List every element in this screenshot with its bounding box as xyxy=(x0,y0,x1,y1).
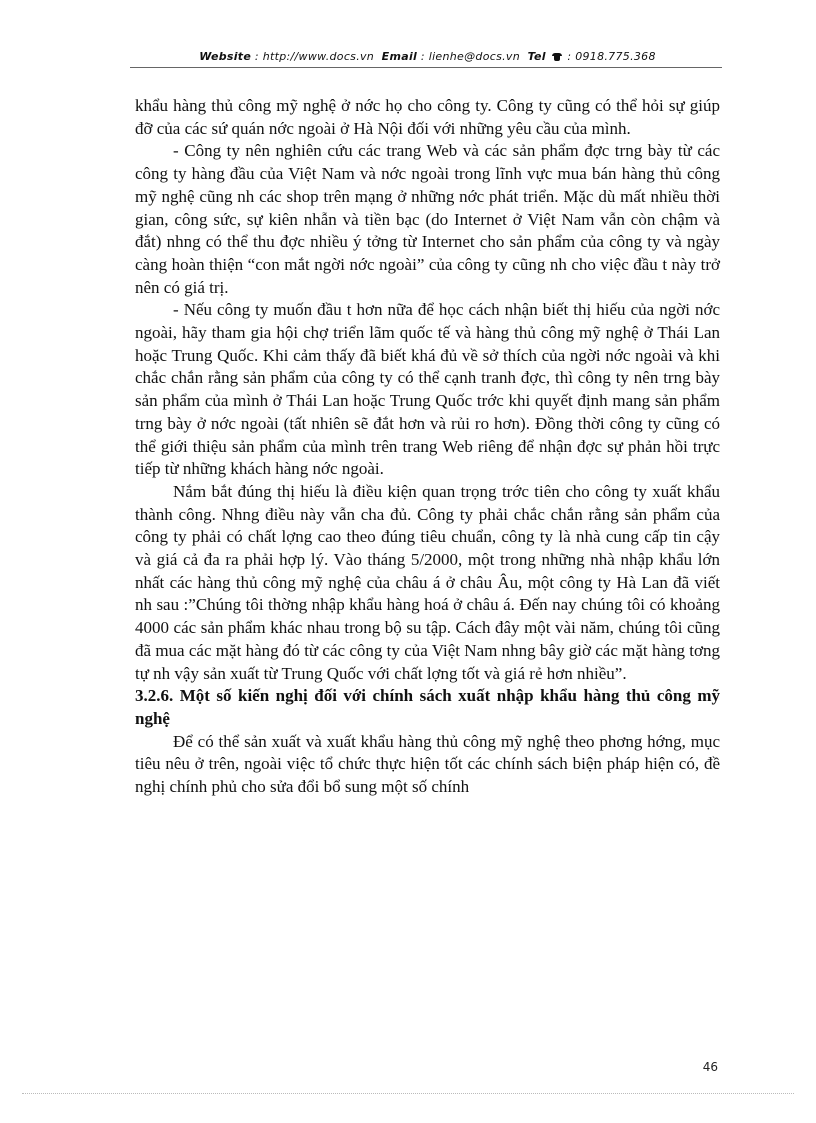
paragraph-3: - Nếu công ty muốn đầu t hơn nữa để học cách nhận biết thị hiếu của ngời nớc ngoài, hãy tham gia hội chợ triển lãm quốc tế và hàng thủ công mỹ nghệ ở Thái Lan hoặc Trung Quốc. Khi cảm thấy đã biết khá đủ về sở thích của ngời nớc ngoài và khi chắc chắn rằng sản phẩm của công ty có thể cạnh tranh đợc, thì công ty nên trng bày sản phẩm của mình ở Thái Lan hoặc Trung Quốc trớc khi quyết định mang sản phẩm trng bày ở nớc ngoài (tất nhiên sẽ đắt hơn và rủi ro hơn). Đồng thời công ty cũng có thể giới thiệu sản phẩm của mình trên trang Web riêng để nhận đợc sự phản hồi trực tiếp từ những khách hàng nớc ngoài. xyxy=(135,300,720,479)
phone-icon xyxy=(552,53,562,61)
email-value: : lienhe@docs.vn xyxy=(420,50,520,63)
page-number: 46 xyxy=(702,1060,718,1074)
website-value: : http://www.docs.vn xyxy=(254,50,375,63)
email-label: Email xyxy=(381,50,418,63)
closing-paragraph: Để có thể sản xuất và xuất khẩu hàng thủ công mỹ nghệ theo phơng hớng, mục tiêu nêu ở trên, ngoài việc tổ chức thực hiện tốt các chính sách biện pháp hiện có, đề nghị chính phủ cho sửa đổi bổ sung một số chính xyxy=(135,731,720,797)
footer-divider xyxy=(22,1093,794,1094)
section-heading: 3.2.6. Một số kiến nghị đối với chính sách xuất nhập khẩu hàng thủ công mỹ nghệ xyxy=(135,686,720,728)
page-header xyxy=(135,50,720,63)
website-label: Website xyxy=(199,50,252,63)
paragraph-4: Nắm bắt đúng thị hiếu là điều kiện quan trọng trớc tiên cho công ty xuất khẩu thành công. Nhng điều này vẫn cha đủ. Công ty phải chắc chắn rằng sản phẩm của công ty phải có chất lợng cao theo đúng tiêu chuẩn, công ty là nhà cung cấp tin cậy và giá cả đa ra phải hợp lý. Vào tháng 5/2000, một trong những nhà nhập khẩu lớn nhất các hàng thủ công mỹ nghệ của châu á ở châu Âu, một công ty Hà Lan đã viết nh sau :”Chúng tôi thờng nhập khẩu hàng hoá ở châu á. Đến nay chúng tôi có khoảng 4000 các sản phẩm khác nhau trong bộ su tập. Cách đây một vài năm, chúng tôi cũng đã mua các mặt hàng đó từ các công ty của Việt Nam nhng bây giờ các mặt hàng tơng tự nh vậy sản xuất từ Trung Quốc với chất lợng tốt và giá rẻ hơn nhiều”. xyxy=(135,481,720,683)
paragraph-1: khẩu hàng thủ công mỹ nghệ ở nớc họ cho công ty. Công ty cũng có thể hỏi sự giúp đỡ của các sứ quán nớc ngoài ở Hà Nội đối với những yêu cầu của mình. xyxy=(135,96,720,138)
tel-label: Tel xyxy=(527,50,546,63)
document-body xyxy=(135,95,720,799)
paragraph-2: - Công ty nên nghiên cứu các trang Web và các sản phẩm đợc trng bày từ các công ty hàng đầu của Việt Nam và nớc ngoài trong lĩnh vực mua bán hàng thủ công mỹ nghệ cũng nh các shop trên mạng ở những nớc phát triển. Mặc dù mất nhiều thời gian, công sức, sự kiên nhẫn và tiền bạc (do Internet ở Việt Nam vẫn còn chậm và đắt) nhng có thể thu đợc nhiều ý tởng từ Internet cho sản phẩm của công ty và ngày càng hoàn thiện “con mắt ngời nớc ngoài” của công ty cũng nh cho việc đầu t này trở nên có giá trị. xyxy=(135,141,720,297)
tel-value: : 0918.775.368 xyxy=(567,50,656,63)
header-divider xyxy=(130,67,722,68)
